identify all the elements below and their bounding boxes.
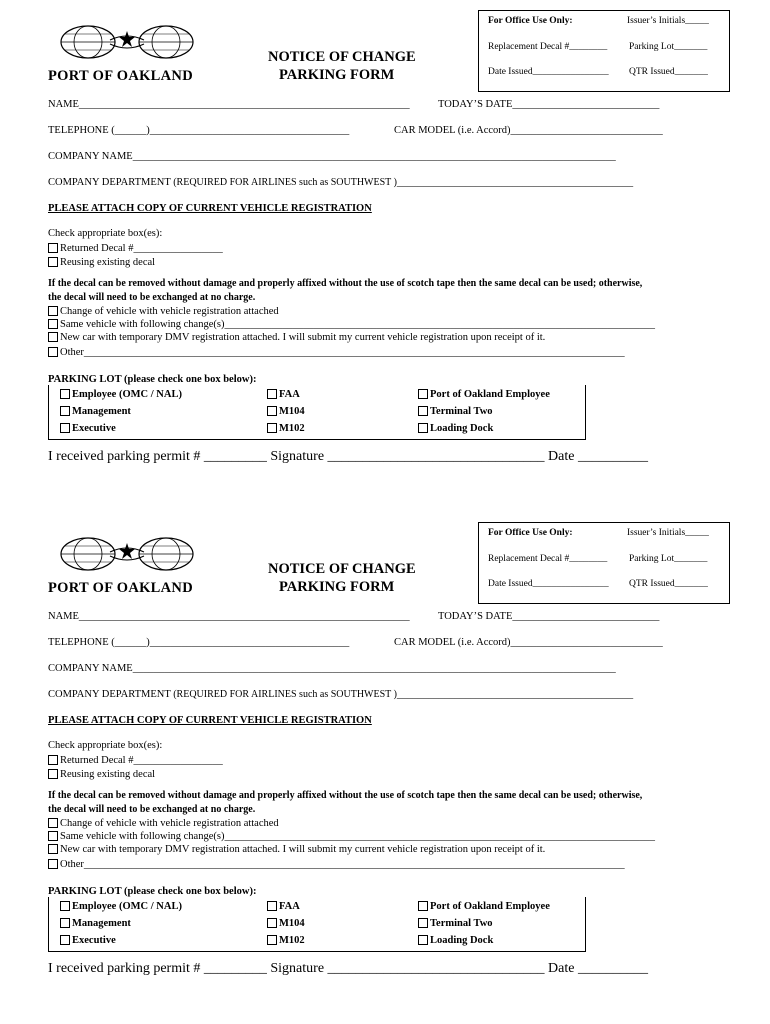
same-vehicle-label: Same vehicle with following change(s)__________________________________________________________________________________ <box>60 319 655 330</box>
lot-label: M104 <box>279 406 305 417</box>
check-boxes-label: Check appropriate box(es): <box>48 740 163 751</box>
new-car-label: New car with temporary DMV registration attached. I will submit my current vehicle registration upon receipt of it. <box>60 844 546 855</box>
same-vehicle-checkbox[interactable] <box>48 831 58 841</box>
lot-m104[interactable] <box>267 406 305 417</box>
telephone-field[interactable]: TELEPHONE (______)______________________________________ <box>48 637 350 648</box>
company-department-field[interactable] <box>48 177 633 188</box>
company-name-field[interactable]: COMPANY NAME____________________________________________________________________________________________ <box>48 663 616 674</box>
lot-checkbox[interactable] <box>267 901 277 911</box>
logo-text: PORT OF OAKLAND <box>48 68 193 84</box>
reusing-decal-checkbox[interactable] <box>48 769 58 779</box>
other-checkbox[interactable] <box>48 859 58 869</box>
form-title <box>268 48 416 84</box>
decal-note-line-1: If the decal can be removed without damage and properly affixed without the use of scotch tape then the same decal can be used; otherwise, <box>48 278 643 289</box>
name-field[interactable]: NAME_______________________________________________________________ <box>48 99 410 110</box>
office-heading: For Office Use Only: <box>488 528 573 538</box>
lot-checkbox[interactable] <box>418 918 428 928</box>
lot-executive[interactable] <box>60 423 116 434</box>
globe-logo-icon <box>48 22 208 62</box>
lot-management[interactable] <box>60 406 131 417</box>
new-car-option[interactable] <box>48 844 545 855</box>
lot-label: Executive <box>72 935 116 946</box>
form-title <box>268 560 416 596</box>
date-issued-field[interactable]: Date Issued________________ <box>488 579 609 589</box>
new-car-option[interactable] <box>48 332 545 343</box>
returned-decal-checkbox[interactable] <box>48 755 58 765</box>
office-use-box <box>478 10 730 92</box>
car-model-field[interactable]: CAR MODEL (i.e. Accord)_____________________________ <box>394 125 663 136</box>
lot-terminal-two[interactable] <box>418 406 493 417</box>
change-vehicle-label: Change of vehicle with vehicle registration attached <box>60 306 279 317</box>
lot-m104[interactable] <box>267 918 305 929</box>
lot-faa[interactable] <box>267 901 300 912</box>
lot-checkbox[interactable] <box>418 423 428 433</box>
lot-checkbox[interactable] <box>60 406 70 416</box>
lot-label: M102 <box>279 935 305 946</box>
other-label: Other_______________________________________________________________________________________________________ <box>60 347 625 358</box>
lot-checkbox[interactable] <box>418 389 428 399</box>
issuer-initials-field[interactable]: Issuer’s Initials_____ <box>627 16 709 26</box>
lot-label: Employee (OMC / NAL) <box>72 901 182 912</box>
other-option[interactable] <box>48 347 625 358</box>
attach-registration-heading: PLEASE ATTACH COPY OF CURRENT VEHICLE REGISTRATION <box>48 715 372 726</box>
lot-checkbox[interactable] <box>267 423 277 433</box>
lot-label: FAA <box>279 901 300 912</box>
lot-m102[interactable] <box>267 423 305 434</box>
lot-label: Terminal Two <box>430 918 493 929</box>
replacement-decal-field[interactable]: Replacement Decal #________ <box>488 42 608 52</box>
todays-date-field[interactable]: TODAY’S DATE____________________________ <box>438 611 660 622</box>
lot-label: Loading Dock <box>430 935 494 946</box>
same-vehicle-checkbox[interactable] <box>48 319 58 329</box>
lot-checkbox[interactable] <box>60 918 70 928</box>
replacement-decal-field[interactable]: Replacement Decal #________ <box>488 554 608 564</box>
lot-label: Executive <box>72 423 116 434</box>
lot-label: FAA <box>279 389 300 400</box>
lot-label: Management <box>72 918 131 929</box>
new-car-checkbox[interactable] <box>48 332 58 342</box>
office-heading: For Office Use Only: <box>488 16 573 26</box>
attach-registration-heading: PLEASE ATTACH COPY OF CURRENT VEHICLE REGISTRATION <box>48 203 372 214</box>
lot-employee-omc-nal[interactable] <box>60 389 182 400</box>
parking-lot-heading: PARKING LOT (please check one box below): <box>48 374 257 385</box>
lot-label: Port of Oakland Employee <box>430 389 550 400</box>
lot-checkbox[interactable] <box>418 935 428 945</box>
office-parking-lot-field[interactable]: Parking Lot_______ <box>629 42 708 52</box>
department-label: COMPANY DEPARTMENT <box>48 177 174 188</box>
lot-checkbox[interactable] <box>60 901 70 911</box>
office-parking-lot-field[interactable]: Parking Lot_______ <box>629 554 708 564</box>
new-car-checkbox[interactable] <box>48 844 58 854</box>
same-vehicle-option[interactable] <box>48 319 655 330</box>
parking-lot-heading: PARKING LOT (please check one box below): <box>48 886 257 897</box>
lot-label: Terminal Two <box>430 406 493 417</box>
lot-management[interactable] <box>60 918 131 929</box>
decal-note-line-2: the decal will need to be exchanged at no charge. <box>48 804 256 815</box>
reusing-decal-label: Reusing existing decal <box>60 769 156 780</box>
change-vehicle-option[interactable] <box>48 818 279 829</box>
same-vehicle-label: Same vehicle with following change(s)__________________________________________________________________________________ <box>60 831 655 842</box>
permit-signature-date-line[interactable]: I received parking permit # _________ Signature _______________________________ Date __________ <box>48 961 648 976</box>
check-boxes-label: Check appropriate box(es): <box>48 228 163 239</box>
port-of-oakland-logo <box>48 22 208 82</box>
other-checkbox[interactable] <box>48 347 58 357</box>
car-model-field[interactable]: CAR MODEL (i.e. Accord)_____________________________ <box>394 637 663 648</box>
lot-checkbox[interactable] <box>418 406 428 416</box>
change-vehicle-checkbox[interactable] <box>48 306 58 316</box>
change-vehicle-option[interactable] <box>48 306 279 317</box>
lot-loading-dock[interactable] <box>418 935 493 946</box>
lot-checkbox[interactable] <box>267 918 277 928</box>
lot-loading-dock[interactable] <box>418 423 493 434</box>
returned-decal-checkbox[interactable] <box>48 243 58 253</box>
port-of-oakland-logo <box>48 534 208 594</box>
lot-port-of-oakland-employee[interactable] <box>418 389 550 400</box>
todays-date-field[interactable]: TODAY’S DATE____________________________ <box>438 99 660 110</box>
title-line-1: NOTICE OF CHANGE <box>268 49 416 65</box>
reusing-decal-option[interactable] <box>48 257 155 268</box>
globe-logo-icon <box>48 534 208 574</box>
lot-checkbox[interactable] <box>267 935 277 945</box>
lot-faa[interactable] <box>267 389 300 400</box>
name-field[interactable]: NAME_______________________________________________________________ <box>48 611 410 622</box>
logo-text: PORT OF OAKLAND <box>48 580 193 596</box>
company-name-field[interactable]: COMPANY NAME____________________________________________________________________________________________ <box>48 151 616 162</box>
lot-checkbox[interactable] <box>267 406 277 416</box>
lot-checkbox[interactable] <box>60 389 70 399</box>
lot-label: Port of Oakland Employee <box>430 901 550 912</box>
returned-decal-label: Returned Decal #_________________ <box>60 243 223 254</box>
lot-m102[interactable] <box>267 935 305 946</box>
returned-decal-option[interactable] <box>48 243 223 254</box>
company-department-field[interactable] <box>48 689 633 700</box>
new-car-label: New car with temporary DMV registration attached. I will submit my current vehicle registration upon receipt of it. <box>60 332 546 343</box>
other-label: Other_______________________________________________________________________________________________________ <box>60 859 625 870</box>
reusing-decal-option[interactable] <box>48 769 155 780</box>
lot-checkbox[interactable] <box>60 935 70 945</box>
lot-employee-omc-nal[interactable] <box>60 901 182 912</box>
qtr-issued-field[interactable]: QTR Issued_______ <box>629 579 708 589</box>
reusing-decal-label: Reusing existing decal <box>60 257 156 268</box>
department-note: (REQUIRED FOR AIRLINES such as SOUTHWEST ) <box>173 177 397 188</box>
lot-executive[interactable] <box>60 935 116 946</box>
title-line-1: NOTICE OF CHANGE <box>268 561 416 577</box>
returned-decal-label: Returned Decal #_________________ <box>60 755 223 766</box>
office-use-box <box>478 522 730 604</box>
lot-label: Employee (OMC / NAL) <box>72 389 182 400</box>
lot-terminal-two[interactable] <box>418 918 493 929</box>
department-note: (REQUIRED FOR AIRLINES such as SOUTHWEST ) <box>173 689 397 700</box>
form-copy-2 <box>0 512 770 1024</box>
lot-label: Management <box>72 406 131 417</box>
same-vehicle-option[interactable] <box>48 831 655 842</box>
decal-note-line-1: If the decal can be removed without damage and properly affixed without the use of scotch tape then the same decal can be used; otherwise, <box>48 790 643 801</box>
returned-decal-option[interactable] <box>48 755 223 766</box>
lot-checkbox[interactable] <box>60 423 70 433</box>
permit-signature-date-line[interactable]: I received parking permit # _________ Signature _______________________________ Date __________ <box>48 449 648 464</box>
lot-checkbox[interactable] <box>267 389 277 399</box>
date-issued-field[interactable]: Date Issued________________ <box>488 67 609 77</box>
issuer-initials-field[interactable]: Issuer’s Initials_____ <box>627 528 709 538</box>
other-option[interactable] <box>48 859 625 870</box>
lot-port-of-oakland-employee[interactable] <box>418 901 550 912</box>
lot-label: M104 <box>279 918 305 929</box>
title-line-2: PARKING FORM <box>279 579 395 595</box>
qtr-issued-field[interactable]: QTR Issued_______ <box>629 67 708 77</box>
title-line-2: PARKING FORM <box>279 67 395 83</box>
telephone-field[interactable]: TELEPHONE (______)______________________________________ <box>48 125 350 136</box>
decal-note-line-2: the decal will need to be exchanged at no charge. <box>48 292 256 303</box>
lot-label: M102 <box>279 423 305 434</box>
department-blank[interactable]: _____________________________________________ <box>396 177 634 188</box>
change-vehicle-label: Change of vehicle with vehicle registration attached <box>60 818 279 829</box>
lot-label: Loading Dock <box>430 423 494 434</box>
department-blank[interactable]: _____________________________________________ <box>396 689 634 700</box>
lot-checkbox[interactable] <box>418 901 428 911</box>
reusing-decal-checkbox[interactable] <box>48 257 58 267</box>
department-label: COMPANY DEPARTMENT <box>48 689 174 700</box>
change-vehicle-checkbox[interactable] <box>48 818 58 828</box>
